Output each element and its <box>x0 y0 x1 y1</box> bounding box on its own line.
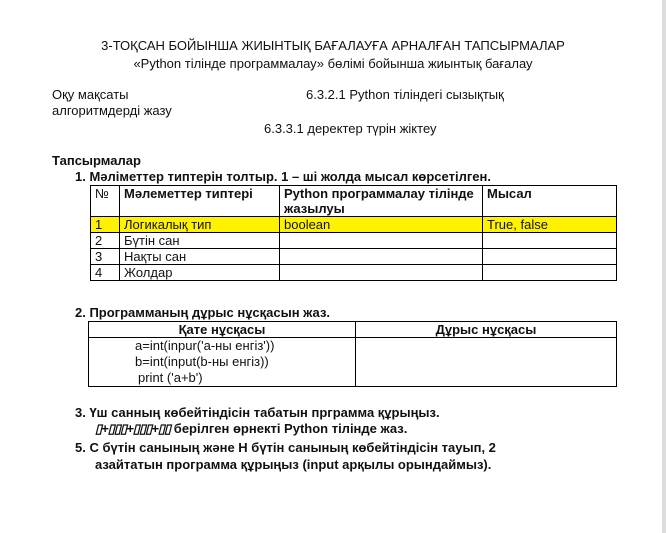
program-fix-table <box>88 321 617 387</box>
data-type-cell: Нақты сан <box>120 249 280 265</box>
data-types-table <box>90 185 617 281</box>
table-row <box>91 249 617 265</box>
correct-code-cell[interactable] <box>356 338 617 387</box>
formula: ▯+▯▯▯+▯▯▯+▯▯ <box>95 421 171 436</box>
example-cell <box>483 265 617 281</box>
data-type-cell: Бүтін сан <box>120 233 280 249</box>
column-header-data-type: Мәлеметтер типтері <box>120 186 280 217</box>
objective-label-continued: алгоритмдерді жазу <box>52 103 172 118</box>
data-type-cell: Логикалық тип <box>120 217 280 233</box>
task2-instruction: 2. Программаның дұрыс нұсқасын жаз. <box>75 305 331 320</box>
python-syntax-cell: boolean <box>280 217 483 233</box>
code-line: b=int(input(b-ны енгіз)) <box>135 354 269 369</box>
task5-instruction-line2: азайтатын программа құрыңыз (input арқылы орындаймыз). <box>95 457 492 472</box>
tasks-heading: Тапсырмалар <box>52 153 141 168</box>
column-header-example: Мысал <box>483 186 617 217</box>
code-line: a=int(inpur('a-ны енгіз')) <box>135 338 275 353</box>
row-number: 3 <box>91 249 120 265</box>
python-syntax-cell <box>280 249 483 265</box>
python-syntax-cell <box>280 265 483 281</box>
document-title-line1: 3-ТОҚСАН БОЙЫНША ЖИЫНТЫҚ БАҒАЛАУҒА АРНАЛҒАН ТАПСЫРМАЛАР <box>101 38 565 53</box>
column-header-python-syntax: Python программалау тілінде жазылуы <box>280 186 483 217</box>
document-title-line2: «Python тілінде программалау» бөлімі бойынша жиынтық бағалау <box>133 56 533 71</box>
data-type-cell: Жолдар <box>120 265 280 281</box>
table-row <box>91 217 617 233</box>
task4-instruction <box>95 421 407 437</box>
example-cell: True, false <box>483 217 617 233</box>
table-row <box>91 265 617 281</box>
task5-instruction-line1: 5. С бүтін санының және Н бүтін санының көбейтіндісін тауып, 2 <box>75 440 496 455</box>
code-line: print ('a+b') <box>138 370 203 385</box>
example-cell <box>483 233 617 249</box>
python-syntax-cell <box>280 233 483 249</box>
table-header-row <box>91 186 617 217</box>
objective-6-3-3-1: 6.3.3.1 деректер түрін жіктеу <box>264 121 437 136</box>
row-number: 2 <box>91 233 120 249</box>
row-number: 1 <box>91 217 120 233</box>
task1-instruction: 1. Мәліметтер типтерін толтыр. 1 – ші жолда мысал көрсетілген. <box>75 169 491 184</box>
row-number: 4 <box>91 265 120 281</box>
example-cell <box>483 249 617 265</box>
objective-label: Оқу мақсаты <box>52 87 129 102</box>
column-header-number: № <box>91 186 120 217</box>
objective-6-3-2-1: 6.3.2.1 Python тіліндегі сызықтық <box>306 87 504 102</box>
column-header-correct-version: Дұрыс нұсқасы <box>356 322 617 338</box>
column-header-wrong-version: Қате нұсқасы <box>89 322 356 338</box>
page-edge <box>662 0 666 533</box>
task4-text: берілген өрнекті Python тілінде жаз. <box>173 421 408 436</box>
task3-instruction: 3. Үш санның көбейтіндісін табатын прграмма құрыңыз. <box>75 405 440 420</box>
wrong-code-cell <box>89 338 356 387</box>
table-row <box>89 338 617 387</box>
table-header-row <box>89 322 617 338</box>
table-row <box>91 233 617 249</box>
